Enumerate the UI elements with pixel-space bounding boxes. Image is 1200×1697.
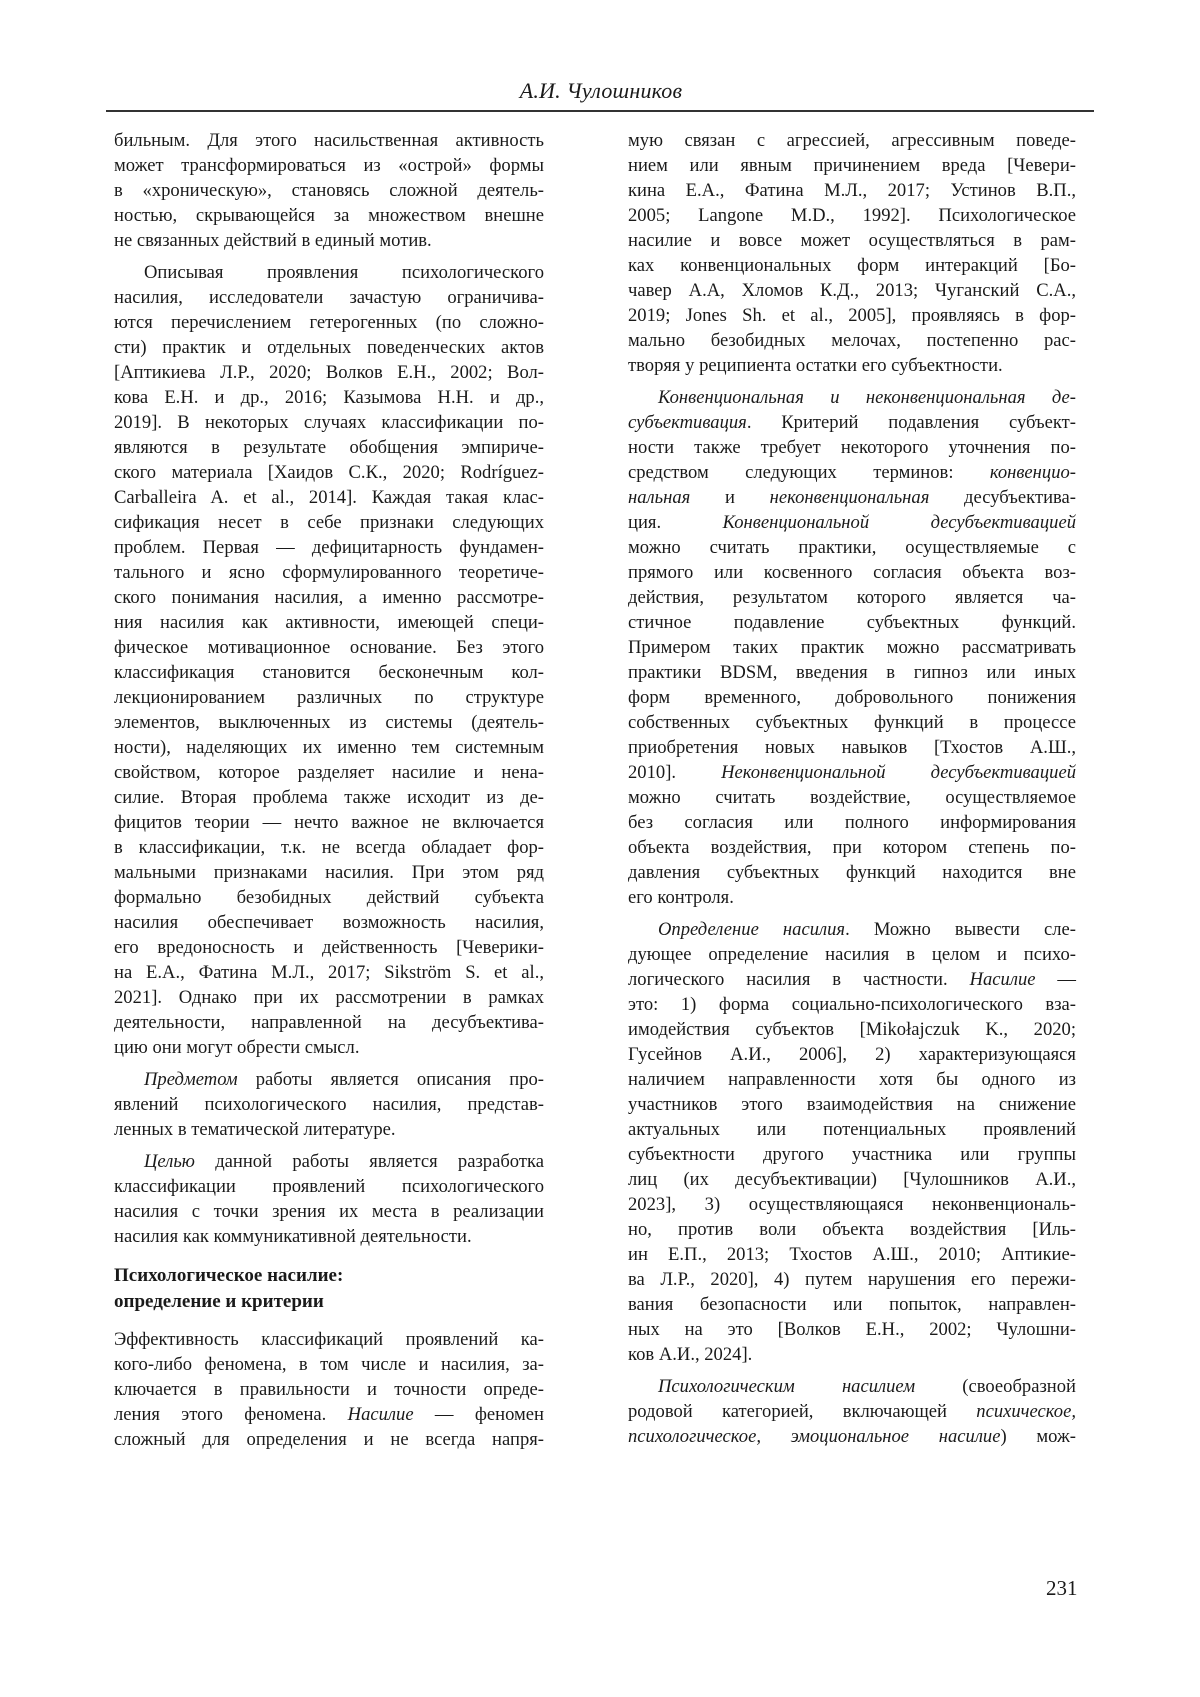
text-run: цию они могут обрести смысл. — [114, 1037, 360, 1058]
text-run: кого-либо феномена, в том числе и насилия, за- — [114, 1354, 544, 1375]
text-run: можно считать практики, осуществляемые с — [628, 537, 1076, 558]
text-run: на Е.А., Фатина М.Л., 2017; Sikström S. et al., — [114, 962, 544, 983]
text-line — [114, 1067, 544, 1092]
text-line — [114, 335, 544, 360]
text-line — [628, 660, 1076, 685]
header-rule — [106, 110, 1094, 112]
text-run: практики BDSM, введения в гипноз или иных — [628, 662, 1076, 683]
text-run: Гусейнов А.И., 2006], 2) характеризующаяся — [628, 1044, 1076, 1065]
text-line — [114, 285, 544, 310]
text-run: ных на это [Волков Е.Н., 2002; Чулошни- — [628, 1319, 1076, 1340]
text-run: вания безопасности или попыток, направлен- — [628, 1294, 1076, 1315]
section-heading-line: Психологическое насилие: — [114, 1265, 344, 1286]
text-run: 2005; Langone M.D., 1992]. Психологическое — [628, 205, 1076, 226]
text-run: 2019]. В некоторых случаях классификации по- — [114, 412, 544, 433]
text-run: средством следующих терминов: — [628, 462, 990, 483]
text-line — [628, 610, 1076, 635]
paragraph — [628, 128, 1076, 378]
text-line — [628, 535, 1076, 560]
text-run: ленных в тематической литературе. — [114, 1119, 396, 1140]
text-run: являются в результате обобщения эмпириче- — [114, 437, 544, 458]
paragraph — [114, 260, 544, 1060]
text-line — [628, 1192, 1076, 1217]
text-run: не связанных действий в единый мотив. — [114, 230, 432, 251]
text-line — [628, 1267, 1076, 1292]
text-line — [114, 910, 544, 935]
text-line — [114, 760, 544, 785]
text-line — [114, 1352, 544, 1377]
text-line — [628, 760, 1076, 785]
text-run: может трансформироваться из «острой» формы — [114, 155, 544, 176]
spacer — [114, 1142, 544, 1149]
text-run: насилия с точки зрения их места в реализации — [114, 1201, 544, 1222]
text-run: действия, результатом которого является ча- — [628, 587, 1076, 608]
text-line — [114, 128, 544, 153]
text-line — [628, 128, 1076, 153]
text-line — [114, 510, 544, 535]
text-run: это: 1) форма социально-психологического вза- — [628, 994, 1076, 1015]
text-line — [628, 585, 1076, 610]
text-line — [628, 1067, 1076, 1092]
text-line — [628, 1292, 1076, 1317]
text-line — [114, 485, 544, 510]
text-run: лекционированием различных по структуре — [114, 687, 544, 708]
italic-term: Конвенциональная и неконвенциональная де- — [658, 387, 1076, 408]
text-run: элементов, выключенных из системы (деятель- — [114, 712, 544, 733]
text-run: 2010]. — [628, 762, 722, 783]
text-line — [628, 1242, 1076, 1267]
text-line — [628, 560, 1076, 585]
text-run: ностью, скрывающейся за множеством внешне — [114, 205, 544, 226]
text-line — [114, 960, 544, 985]
text-run: творяя у реципиента остатки его субъектности. — [628, 355, 1003, 376]
spacer — [628, 1367, 1076, 1374]
text-line — [114, 1377, 544, 1402]
italic-term: Психологическим насилием — [658, 1376, 916, 1397]
spacer — [628, 378, 1076, 385]
text-line — [114, 535, 544, 560]
text-run: ления этого феномена. — [114, 1404, 348, 1425]
text-run: — феномен — [413, 1404, 544, 1425]
text-run: форм временного, добровольного понижения — [628, 687, 1076, 708]
text-line — [114, 635, 544, 660]
text-line — [628, 485, 1076, 510]
text-line — [628, 328, 1076, 353]
text-run: мальными признаками насилия. При этом ряд — [114, 862, 544, 883]
italic-term: нальная — [628, 487, 691, 508]
text-run: 2023], 3) осуществляющаяся неконвенциональ- — [628, 1194, 1076, 1215]
section-heading-line: определение и критерии — [114, 1291, 324, 1312]
section-heading — [114, 1263, 544, 1315]
text-line — [628, 1092, 1076, 1117]
text-run: Carballeira A. et al., 2014]. Каждая такая клас- — [114, 487, 544, 508]
text-run: ключается в правильности и точности опреде- — [114, 1379, 544, 1400]
text-run: тального и ясно сформулированного теоретиче- — [114, 562, 544, 583]
text-run: давления субъектных функций находится вне — [628, 862, 1076, 883]
text-line — [628, 1399, 1076, 1424]
text-line — [114, 1149, 544, 1174]
text-line — [628, 835, 1076, 860]
text-run: сложный для определения и не всегда напря- — [114, 1429, 544, 1450]
text-run: ин Е.П., 2013; Тхостов А.Ш., 2010; Аптикие- — [628, 1244, 1076, 1265]
text-line — [114, 1402, 544, 1427]
text-run: и — [690, 487, 770, 508]
text-line — [114, 435, 544, 460]
paragraph — [114, 128, 544, 253]
italic-term: Неконвенциональной десубъективацией — [721, 762, 1076, 783]
italic-term: Насилие — [969, 969, 1036, 990]
text-line — [628, 1317, 1076, 1342]
text-line — [628, 178, 1076, 203]
text-line — [114, 860, 544, 885]
italic-term: Насилие — [347, 1404, 414, 1425]
text-line — [114, 385, 544, 410]
text-run: (своеобразной — [915, 1376, 1076, 1397]
italic-term: Определение насилия — [658, 919, 846, 940]
text-line — [628, 353, 1076, 378]
text-line — [628, 1142, 1076, 1167]
text-line — [114, 1010, 544, 1035]
text-line — [628, 785, 1076, 810]
text-line — [114, 153, 544, 178]
text-run: десубъектива- — [929, 487, 1077, 508]
text-run: сти) практик и отдельных поведенческих актов — [114, 337, 544, 358]
text-line — [114, 585, 544, 610]
paragraph — [628, 1374, 1076, 1449]
text-run: кина Е.А., Фатина М.Л., 2017; Устинов В.П., — [628, 180, 1076, 201]
spacer — [114, 253, 544, 260]
spacer — [114, 1249, 544, 1263]
text-line — [628, 1342, 1076, 1367]
text-run: ности также требует некоторого уточнения по- — [628, 437, 1076, 458]
text-line — [628, 1167, 1076, 1192]
text-line — [114, 610, 544, 635]
text-line — [114, 935, 544, 960]
italic-term: неконвенциональная — [769, 487, 930, 508]
text-line — [628, 278, 1076, 303]
text-line — [114, 1327, 544, 1352]
text-line — [114, 735, 544, 760]
text-run: ков А.И., 2024]. — [628, 1344, 753, 1365]
text-run: Описывая проявления психологического — [144, 262, 544, 283]
text-run: . Можно вывести сле- — [845, 919, 1076, 940]
italic-term: психологическое, эмоциональное насилие — [628, 1426, 1001, 1447]
text-run: силие. Вторая проблема также исходит из де- — [114, 787, 544, 808]
text-line — [628, 685, 1076, 710]
text-run: нием или явным причинением вреда [Чевери- — [628, 155, 1076, 176]
text-line — [114, 228, 544, 253]
text-run: формально безобидных действий субъекта — [114, 887, 544, 908]
text-run: кова Е.Н. и др., 2016; Казымова Н.Н. и др., — [114, 387, 544, 408]
text-line — [628, 203, 1076, 228]
paragraph — [114, 1149, 544, 1249]
text-run: сификация несет в себе признаки следующих — [114, 512, 544, 533]
text-run: актуальных или потенциальных проявлений — [628, 1119, 1076, 1140]
text-run: в классификации, т.к. не всегда обладает фор- — [114, 837, 544, 858]
text-run: фицитов теории — нечто важное не включается — [114, 812, 544, 833]
text-line — [114, 260, 544, 285]
text-line — [628, 810, 1076, 835]
text-run: насилие и вовсе может осуществляться в рам- — [628, 230, 1076, 251]
text-run: фическое мотивационное основание. Без этого — [114, 637, 544, 658]
text-run: — — [1035, 969, 1076, 990]
text-line — [114, 310, 544, 335]
text-line — [628, 435, 1076, 460]
text-run: насилия обеспечивает возможность насилия, — [114, 912, 544, 933]
text-run: собственных субъектных функций в процессе — [628, 712, 1076, 733]
text-line — [628, 860, 1076, 885]
text-run: логического насилия в частности. — [628, 969, 970, 990]
text-line — [628, 1424, 1076, 1449]
text-run: имодействия субъектов [Mikołajczuk K., 2020; — [628, 1019, 1076, 1040]
text-run: свойством, которое разделяет насилие и нена- — [114, 762, 544, 783]
text-line — [628, 992, 1076, 1017]
text-line — [628, 1017, 1076, 1042]
text-run: без согласия или полного информирования — [628, 812, 1076, 833]
text-run: проблем. Первая — дефицитарность фундамен- — [114, 537, 544, 558]
text-run: классификации проявлений психологического — [114, 1176, 544, 1197]
text-line — [628, 885, 1076, 910]
page-number: 231 — [1046, 1576, 1078, 1600]
text-line — [114, 410, 544, 435]
text-line — [114, 1035, 544, 1060]
spacer — [114, 1060, 544, 1067]
text-run: приобретения новых навыков [Тхостов А.Ш., — [628, 737, 1076, 758]
text-line — [628, 710, 1076, 735]
spacer — [114, 1315, 544, 1327]
text-line — [628, 253, 1076, 278]
paragraph — [114, 1327, 544, 1452]
text-line — [114, 885, 544, 910]
italic-term: Целью — [144, 1151, 195, 1172]
text-run: 2019; Jones Sh. et al., 2005], проявляясь в фор- — [628, 305, 1076, 326]
text-line — [628, 303, 1076, 328]
text-run: данной работы является разработка — [194, 1151, 544, 1172]
text-line — [114, 660, 544, 685]
text-run: ности), наделяющих их именно тем системным — [114, 737, 544, 758]
text-run: но, против воли объекта воздействия [Иль- — [628, 1219, 1076, 1240]
text-run: классификация становится бесконечным кол- — [114, 662, 544, 683]
text-line — [628, 510, 1076, 535]
text-run: субъектности другого участника или группы — [628, 1144, 1076, 1165]
text-line — [114, 178, 544, 203]
text-line — [628, 967, 1076, 992]
text-run: дующее определение насилия в целом и психо- — [628, 944, 1076, 965]
text-line — [628, 385, 1076, 410]
text-line — [628, 1217, 1076, 1242]
text-line — [114, 360, 544, 385]
text-run: участников этого взаимодействия на снижение — [628, 1094, 1076, 1115]
text-line — [628, 635, 1076, 660]
text-run: в «хроническую», становясь сложной деятель- — [114, 180, 544, 201]
text-run: ) мож- — [1000, 1426, 1076, 1447]
text-run: объекта воздействия, при котором степень по- — [628, 837, 1076, 858]
spacer — [628, 910, 1076, 917]
text-run: наличием направленности хотя бы одного из — [628, 1069, 1076, 1090]
text-run: деятельности, направленной на десубъектива- — [114, 1012, 544, 1033]
text-line — [628, 1042, 1076, 1067]
text-run: ского понимания насилия, а именно рассмотре- — [114, 587, 544, 608]
text-line — [114, 1092, 544, 1117]
text-line — [114, 710, 544, 735]
text-line — [114, 810, 544, 835]
text-run: ния насилия как активности, имеющей специ- — [114, 612, 544, 633]
text-line — [628, 460, 1076, 485]
text-run: 2021]. Однако при их рассмотрении в рамках — [114, 987, 544, 1008]
paragraph — [628, 385, 1076, 910]
text-run: ках конвенциональных форм интеракций [Бо- — [628, 255, 1076, 276]
text-run: насилия, исследователи зачастую ограничива- — [114, 287, 544, 308]
text-run: явлений психологического насилия, представ- — [114, 1094, 544, 1115]
text-run: ского материала [Хаидов С.К., 2020; Rodríguez- — [114, 462, 544, 483]
text-line — [628, 228, 1076, 253]
italic-term: Предметом — [144, 1069, 238, 1090]
text-line — [628, 942, 1076, 967]
text-line — [114, 560, 544, 585]
text-run: его вредоносность и действенность [Чеверики- — [114, 937, 544, 958]
text-line — [114, 785, 544, 810]
italic-term: конвенцио- — [989, 462, 1076, 483]
text-line — [628, 917, 1076, 942]
text-line — [114, 985, 544, 1010]
text-line — [114, 460, 544, 485]
text-line — [114, 1117, 544, 1142]
text-run: стичное подавление субъектных функций. — [628, 612, 1076, 633]
text-run: ва Л.Р., 2020], 4) путем нарушения его пережи- — [628, 1269, 1076, 1290]
text-line — [114, 1174, 544, 1199]
text-run: прямого или косвенного согласия объекта воз- — [628, 562, 1076, 583]
text-line — [628, 1374, 1076, 1399]
text-run: ция. — [628, 512, 723, 533]
text-run: работы является описания про- — [237, 1069, 544, 1090]
italic-term: психическое, — [976, 1401, 1076, 1422]
text-line — [114, 1427, 544, 1452]
text-run: [Аптикиева Л.Р., 2020; Волков Е.Н., 2002; Вол- — [114, 362, 544, 383]
text-run: его контроля. — [628, 887, 734, 908]
italic-term: Конвенциональной десубъективацией — [722, 512, 1076, 533]
text-run: мую связан с агрессией, агрессивным поведе- — [628, 130, 1076, 151]
text-run: чавер А.А, Хломов К.Д., 2013; Чуганский С.А., — [628, 280, 1076, 301]
text-run: Эффективность классификаций проявлений ка- — [114, 1329, 544, 1350]
text-run: . Критерий подавления субъект- — [746, 412, 1076, 433]
text-run: мально безобидных мелочах, постепенно рас- — [628, 330, 1076, 351]
italic-term: субъективация — [628, 412, 747, 433]
text-run: бильным. Для этого насильственная активность — [114, 130, 544, 151]
text-line — [114, 1224, 544, 1249]
text-run: ются перечислением гетерогенных (по сложно- — [114, 312, 544, 333]
text-run: лиц (их десубъективации) [Чулошников А.И., — [628, 1169, 1076, 1190]
text-line — [628, 153, 1076, 178]
right-column — [628, 128, 1076, 1449]
paragraph — [628, 917, 1076, 1367]
paragraph — [114, 1067, 544, 1142]
text-line — [628, 410, 1076, 435]
text-run: родовой категорией, включающей — [628, 1401, 977, 1422]
text-run: можно считать воздействие, осуществляемое — [628, 787, 1076, 808]
text-line — [114, 685, 544, 710]
text-run: насилия как коммуникативной деятельности. — [114, 1226, 472, 1247]
text-line — [114, 835, 544, 860]
left-column — [114, 128, 544, 1452]
text-line — [114, 1199, 544, 1224]
text-run: Примером таких практик можно рассматривать — [628, 637, 1076, 658]
text-line — [114, 203, 544, 228]
running-title: А.И. Чулошников — [519, 78, 683, 103]
text-line — [628, 1117, 1076, 1142]
text-line — [628, 735, 1076, 760]
